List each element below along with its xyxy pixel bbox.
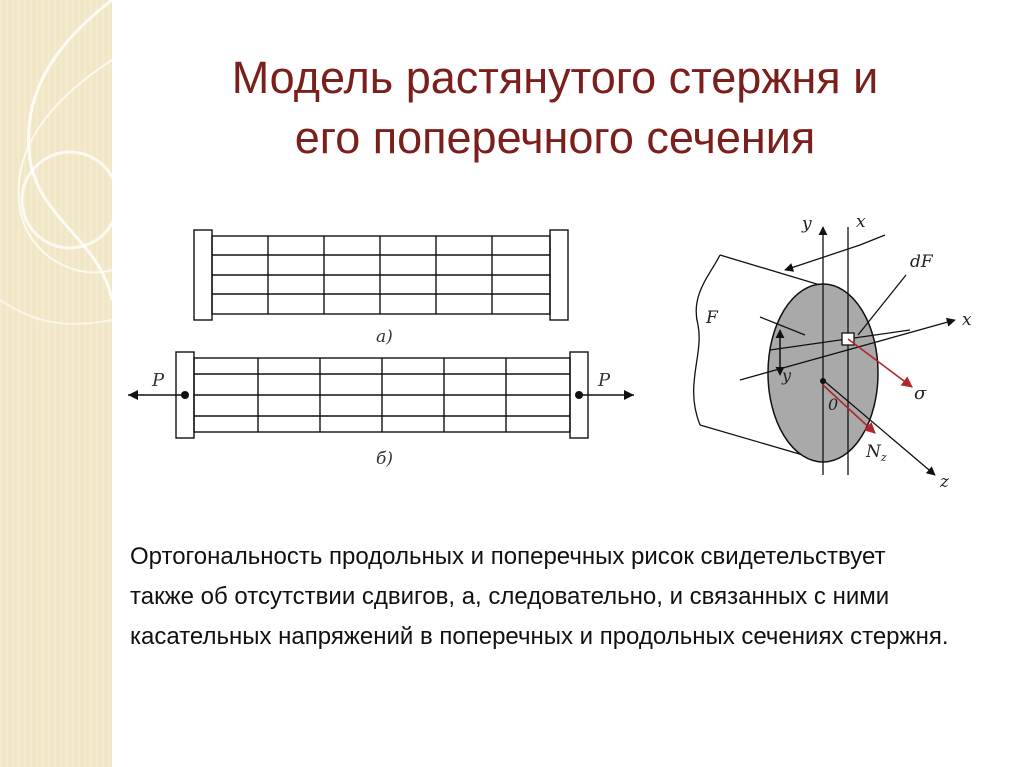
area-label: F [706,308,718,328]
axis-x-label: x [962,310,972,330]
area-element-label: dF [910,252,933,272]
rod-b [176,352,588,438]
cross-section-diagram [670,205,990,495]
normal-force-sub: z [880,451,887,464]
rod-a [194,230,568,320]
label-b: б) [376,449,394,469]
rod-grid-diagram [118,220,648,470]
force-label-right: P [598,370,611,391]
title-line-2: его поперечного сечения [294,112,816,163]
title-line-1: Модель растянутого стержня и [231,52,879,103]
axis-x-top-label: x [856,212,866,232]
sigma-label: σ [914,383,927,404]
origin-point [820,378,826,384]
axis-z-label: z [940,472,949,492]
label-a: а) [376,327,393,347]
origin-label: 0 [828,395,839,414]
normal-force-main: N [866,442,881,462]
force-label-left: P [152,370,165,391]
axis-y-label: y [802,214,812,234]
normal-force-label [865,442,887,464]
body-paragraph: Ортогональность продольных и поперечных рисок свидетельствует также об отсутствии сдвигов, а, следовательно, и связанных с ними касательных напряжений в поперечных и продольных сечениях стержня. [130,543,949,650]
decorative-wave-lines [0,0,112,767]
y-offset-label: y [782,366,792,385]
page-title [150,48,960,168]
